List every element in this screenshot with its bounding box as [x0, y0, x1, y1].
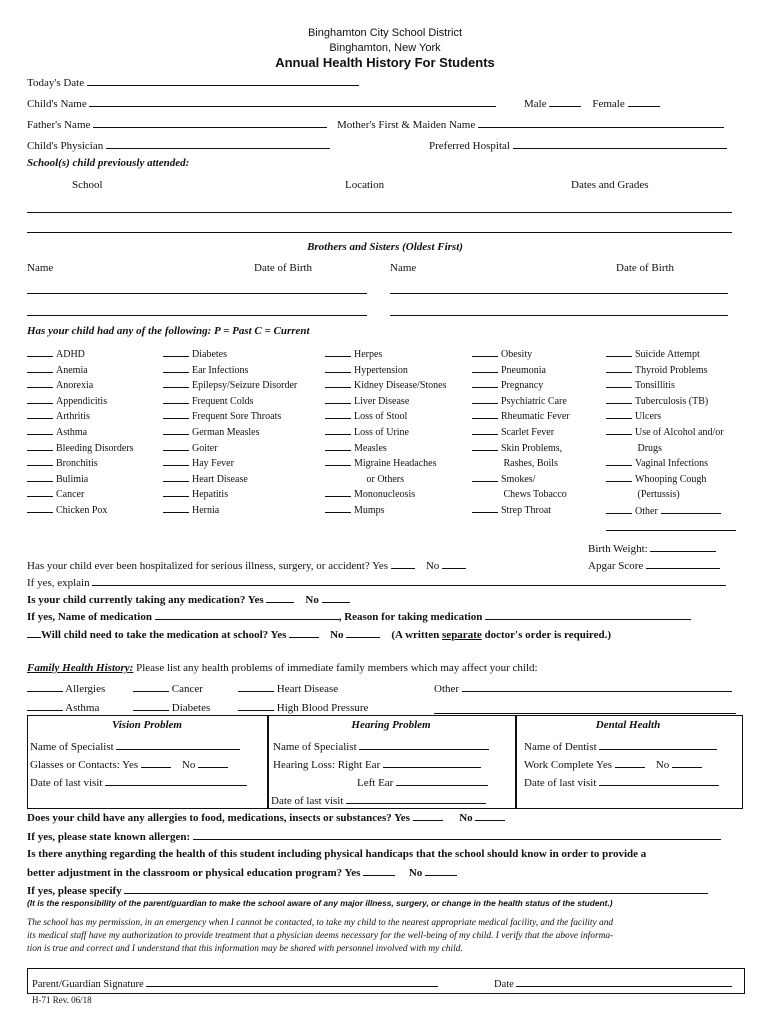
- condition-item: Hernia: [163, 503, 297, 519]
- glasses-row: [30, 757, 228, 771]
- medication-school-row: [27, 627, 611, 641]
- condition-item: Mumps: [325, 503, 447, 519]
- medication-name-row: [27, 609, 691, 623]
- other-family-label: Other: [434, 683, 460, 695]
- medication-school-no-label: No: [330, 629, 344, 641]
- siblings-heading: Brothers and Sisters (Oldest First): [307, 241, 463, 253]
- signature-date-row: [494, 976, 732, 990]
- hospitalized-row: [27, 558, 466, 572]
- physical-question-1: Is there anything regarding the health of this student including physical handicaps that the school should know in order to provide a: [27, 848, 647, 860]
- asthma-label: Asthma: [65, 702, 100, 714]
- work-yes-field[interactable]: [615, 757, 645, 768]
- fathers-name-row: [27, 117, 327, 131]
- condition-item: Bulimia: [27, 472, 134, 488]
- explain-label: If yes, explain: [27, 577, 90, 589]
- medication-name-label: If yes, Name of medication: [27, 611, 152, 623]
- hospital-row: [429, 138, 727, 152]
- apgar-label: Apgar Score: [588, 560, 644, 572]
- medication-row: [27, 592, 350, 606]
- condition-item: Bleeding Disorders: [27, 441, 134, 457]
- condition-item: Herpes: [325, 347, 447, 363]
- hbp-label: High Blood Pressure: [276, 702, 369, 714]
- condition-item: Asthma: [27, 425, 134, 441]
- condition-item: Chews Tobacco: [501, 489, 567, 501]
- schools-heading: School(s) child previously attended:: [27, 157, 190, 169]
- todays-date-field[interactable]: [87, 75, 359, 86]
- condition-item: Loss of Stool: [325, 409, 447, 425]
- allergy-question: Does your child have any allergies to food, medications, insects or substances? Yes: [27, 812, 410, 824]
- other-condition-line-2[interactable]: [606, 530, 736, 531]
- todays-date-label: Today's Date: [27, 77, 85, 89]
- school-col-header: School: [72, 179, 103, 191]
- physical-row-2: [27, 865, 457, 879]
- apgar-row: [588, 558, 720, 572]
- heart-disease-field[interactable]: [238, 681, 274, 692]
- other-family-field[interactable]: [462, 681, 732, 692]
- dental-visit-label: Date of last visit: [524, 777, 597, 789]
- allergy-row: [27, 810, 505, 824]
- sibling-line-1b[interactable]: [390, 293, 728, 294]
- condition-item: (Pertussis): [635, 489, 680, 501]
- condition-item: Anemia: [27, 363, 134, 379]
- mothers-name-row: [337, 117, 724, 131]
- allergen-row: [27, 829, 721, 843]
- vision-specialist-row: [30, 739, 240, 753]
- right-ear-field[interactable]: [383, 757, 481, 768]
- condition-item: Use of Alcohol and/or: [606, 425, 724, 441]
- vision-visit-row: [30, 775, 247, 789]
- condition-item: Arthritis: [27, 409, 134, 425]
- medication-school-yes-field[interactable]: [289, 627, 319, 638]
- condition-item: Tuberculosis (TB): [606, 394, 724, 410]
- condition-item: Kidney Disease/Stones: [325, 378, 447, 394]
- signature-row: [32, 976, 438, 990]
- other-family-group: [434, 681, 732, 695]
- gender-row: [524, 96, 660, 110]
- medication-school-check[interactable]: [27, 627, 41, 638]
- condition-item: Rashes, Boils: [501, 458, 558, 470]
- condition-item: ADHD: [27, 347, 134, 363]
- condition-item: Cancer: [27, 487, 134, 503]
- dentist-row: [524, 739, 717, 753]
- doctor-order-note-separate: separate: [442, 629, 482, 641]
- form-title: Annual Health History For Students: [275, 55, 495, 70]
- hospitalized-no-field[interactable]: [442, 558, 466, 569]
- heart-disease-label: Heart Disease: [276, 683, 339, 695]
- childs-name-row: [27, 96, 496, 110]
- dentist-field[interactable]: [599, 739, 717, 750]
- condition-item: Smokes/: [472, 472, 570, 488]
- condition-item: Vaginal Infections: [606, 456, 724, 472]
- condition-item: Rheumatic Fever: [472, 409, 570, 425]
- work-no-field[interactable]: [672, 757, 702, 768]
- district-city: Binghamton, New York: [329, 42, 441, 54]
- condition-item: Hypertension: [325, 363, 447, 379]
- cancer-field[interactable]: [133, 681, 169, 692]
- signature-date-field[interactable]: [516, 976, 732, 987]
- family-history-row: [27, 662, 538, 674]
- fathers-name-label: Father's Name: [27, 119, 91, 131]
- condition-item: Measles: [325, 441, 447, 457]
- district-name: Binghamton City School District: [307, 27, 463, 39]
- cancer-label: Cancer: [171, 683, 203, 695]
- hearing-specialist-row: [273, 739, 489, 753]
- allergy-no-field[interactable]: [475, 810, 505, 821]
- mothers-name-field[interactable]: [478, 117, 724, 128]
- specify-label: If yes, please specify: [27, 885, 122, 897]
- condition-item: Chicken Pox: [27, 503, 134, 519]
- glasses-no-label: No: [181, 759, 196, 771]
- conditions-col-2: [163, 347, 297, 519]
- condition-item: Obesity: [472, 347, 570, 363]
- hearing-specialist-label: Name of Specialist: [273, 741, 357, 753]
- sibling-name-header-2: Name: [390, 262, 417, 274]
- glasses-no-field[interactable]: [198, 757, 228, 768]
- condition-item: Thyroid Problems: [606, 363, 724, 379]
- hearing-specialist-field[interactable]: [359, 739, 489, 750]
- childs-name-field[interactable]: [89, 96, 496, 107]
- conditions-heading: Has your child had any of the following: P = Past C = Current: [27, 325, 310, 337]
- female-label: Female: [592, 98, 625, 110]
- dentist-label: Name of Dentist: [524, 741, 597, 753]
- female-field[interactable]: [628, 96, 660, 107]
- work-complete-row: [524, 757, 702, 771]
- medication-school-question: Will child need to take the medication at school? Yes: [41, 629, 287, 641]
- condition-item: Anorexia: [27, 378, 134, 394]
- vision-visit-field[interactable]: [105, 775, 247, 786]
- condition-item: Drugs: [635, 442, 662, 454]
- condition-item: Hepatitis: [163, 487, 297, 503]
- condition-item: Ulcers: [606, 409, 724, 425]
- left-ear-field[interactable]: [396, 775, 488, 786]
- physical-no-label: No: [408, 867, 423, 879]
- cancer-group: [133, 681, 203, 695]
- signature-field[interactable]: [146, 976, 438, 987]
- location-col-header: Location: [345, 179, 385, 191]
- signature-label: Parent/Guardian Signature: [32, 979, 144, 990]
- hospitalized-yes-field[interactable]: [391, 558, 415, 569]
- condition-item: Mononucleosis: [325, 487, 447, 503]
- condition-item: Loss of Urine: [325, 425, 447, 441]
- male-field[interactable]: [549, 96, 581, 107]
- conditions-col-3: [325, 347, 447, 519]
- medication-yes-field[interactable]: [266, 592, 294, 603]
- work-complete-label: Work Complete Yes: [524, 759, 613, 771]
- sibling-line-1a[interactable]: [27, 293, 367, 294]
- condition-item: Frequent Colds: [163, 394, 297, 410]
- sibling-line-2a[interactable]: [27, 315, 367, 316]
- allergy-yes-field[interactable]: [413, 810, 443, 821]
- family-history-instruction: Please list any health problems of immediate family members which may affect your child:: [133, 662, 538, 674]
- hbp-group: [238, 700, 368, 714]
- medication-no-field[interactable]: [322, 592, 350, 603]
- condition-item: Goiter: [163, 441, 297, 457]
- family-history-heading: Family Health History:: [27, 662, 134, 674]
- condition-item: Migraine Headaches: [325, 456, 447, 472]
- hospitalized-no-label: No: [425, 560, 440, 572]
- allergen-field[interactable]: [193, 829, 721, 840]
- revision-label: H-71 Rev. 06/18: [32, 995, 92, 1005]
- sibling-name-header-1: Name: [27, 262, 54, 274]
- medication-no-label: No: [305, 594, 319, 606]
- medication-question: Is your child currently taking any medication? Yes: [27, 594, 264, 606]
- doctor-order-note-pre: (A written: [391, 629, 443, 641]
- responsibility-note: (It is the responsibility of the parent/guardian to make the school aware of any major illness, surgery, or change in the health status of the student.): [27, 898, 613, 908]
- physical-yes-field[interactable]: [363, 865, 395, 876]
- hospitalized-question: Has your child ever been hospitalized for serious illness, surgery, or accident? Yes: [27, 560, 389, 572]
- dental-visit-row: [524, 775, 719, 789]
- apgar-field[interactable]: [646, 558, 720, 569]
- birth-weight-label: Birth Weight:: [588, 543, 648, 555]
- vision-visit-label: Date of last visit: [30, 777, 103, 789]
- medication-name-field[interactable]: [155, 609, 339, 620]
- medication-reason-label: , Reason for taking medication: [338, 611, 483, 623]
- work-no-label: No: [655, 759, 670, 771]
- allergies-field[interactable]: [27, 681, 63, 692]
- physician-label: Child's Physician: [27, 140, 104, 152]
- condition-item: Epilepsy/Seizure Disorder: [163, 378, 297, 394]
- allergies-label: Allergies: [65, 683, 106, 695]
- vision-specialist-field[interactable]: [116, 739, 240, 750]
- condition-item: Pneumonia: [472, 363, 570, 379]
- childs-name-label: Child's Name: [27, 98, 87, 110]
- dates-col-header: Dates and Grades: [571, 179, 649, 191]
- school-line-1[interactable]: [27, 212, 732, 213]
- specify-row: [27, 883, 708, 897]
- specify-field[interactable]: [124, 883, 708, 894]
- hearing-visit-row: [271, 793, 486, 807]
- family-row-1: [27, 681, 105, 695]
- conditions-col-1: [27, 347, 134, 519]
- condition-item: Strep Throat: [472, 503, 570, 519]
- physician-row: [27, 138, 330, 152]
- hospital-label: Preferred Hospital: [429, 140, 510, 152]
- todays-date-row: [27, 75, 359, 89]
- glasses-label: Glasses or Contacts: Yes: [30, 759, 139, 771]
- school-line-2[interactable]: [27, 232, 732, 233]
- male-label: Male: [524, 98, 547, 110]
- vision-title: Vision Problem: [112, 719, 182, 731]
- condition-item: Pregnancy: [472, 378, 570, 394]
- left-ear-label: Left Ear: [357, 777, 394, 789]
- conditions-col-5: [606, 347, 724, 520]
- birth-weight-row: [588, 541, 716, 555]
- condition-item: Scarlet Fever: [472, 425, 570, 441]
- physician-field[interactable]: [106, 138, 330, 149]
- condition-item: Whooping Cough: [606, 472, 724, 488]
- diabetes-label: Diabetes: [171, 702, 211, 714]
- asthma-field[interactable]: [27, 700, 63, 711]
- sibling-dob-header-2: Date of Birth: [616, 262, 675, 274]
- other-condition-field[interactable]: [661, 503, 721, 514]
- diabetes-field[interactable]: [133, 700, 169, 711]
- birth-weight-field[interactable]: [650, 541, 716, 552]
- permission-text: [27, 917, 613, 956]
- dental-visit-field[interactable]: [599, 775, 719, 786]
- condition-item: Liver Disease: [325, 394, 447, 410]
- explain-field[interactable]: [92, 575, 726, 586]
- glasses-yes-field[interactable]: [141, 757, 171, 768]
- condition-item: Skin Problems,: [472, 441, 570, 457]
- other-family-line-2[interactable]: [434, 713, 736, 714]
- allergen-label: If yes, please state known allergen:: [27, 831, 191, 843]
- condition-item: Tonsillitis: [606, 378, 724, 394]
- hearing-loss-label: Hearing Loss: Right Ear: [273, 759, 381, 771]
- heart-group: [238, 681, 338, 695]
- physical-question-2: better adjustment in the classroom or physical education program? Yes: [27, 867, 361, 879]
- allergy-no-label: No: [459, 812, 473, 824]
- hearing-loss-row: [273, 757, 481, 771]
- permission-line-2: its medical staff have my authorization to provide treatment that a physician deems necessary for the well-being of my child. I verify that the above informa-: [27, 931, 614, 941]
- condition-item: Heart Disease: [163, 472, 297, 488]
- hearing-visit-label: Date of last visit: [271, 795, 344, 807]
- mothers-name-label: Mother's First & Maiden Name: [337, 119, 476, 131]
- condition-item: Psychiatric Care: [472, 394, 570, 410]
- fathers-name-field[interactable]: [93, 117, 327, 128]
- condition-item: German Measles: [163, 425, 297, 441]
- conditions-col-4: [472, 347, 570, 519]
- condition-item: Suicide Attempt: [606, 347, 724, 363]
- condition-item: Appendicitis: [27, 394, 134, 410]
- permission-line-1: The school has my permission, in an emergency when I cannot be contacted, to take my child to the nearest appropriate medical facility, and the facility and: [27, 918, 614, 928]
- condition-item: Bronchitis: [27, 456, 134, 472]
- condition-item: Other: [606, 503, 724, 520]
- permission-line-3: tion is true and correct and I understand that this information may be shared with personnel involved with my child.: [27, 944, 463, 954]
- left-ear-row: [357, 775, 488, 789]
- hearing-visit-field[interactable]: [346, 793, 486, 804]
- condition-item: Diabetes: [163, 347, 297, 363]
- condition-item: or Others: [364, 473, 404, 485]
- dental-title: Dental Health: [595, 719, 661, 731]
- explain-row: [27, 575, 726, 589]
- diabetes-group: [133, 700, 210, 714]
- condition-item: Ear Infections: [163, 363, 297, 379]
- family-row-2: [27, 700, 99, 714]
- hearing-title: Hearing Problem: [351, 719, 431, 731]
- signature-date-label: Date: [494, 979, 514, 990]
- sibling-dob-header-1: Date of Birth: [254, 262, 313, 274]
- condition-item: Frequent Sore Throats: [163, 409, 297, 425]
- physical-no-field[interactable]: [425, 865, 457, 876]
- hbp-field[interactable]: [238, 700, 274, 711]
- sibling-line-2b[interactable]: [390, 315, 728, 316]
- medication-reason-field[interactable]: [485, 609, 691, 620]
- doctor-order-note-post: doctor's order is required.): [481, 629, 611, 641]
- vision-specialist-label: Name of Specialist: [30, 741, 114, 753]
- hospital-field[interactable]: [513, 138, 727, 149]
- condition-item: Hay Fever: [163, 456, 297, 472]
- medication-school-no-field[interactable]: [346, 627, 380, 638]
